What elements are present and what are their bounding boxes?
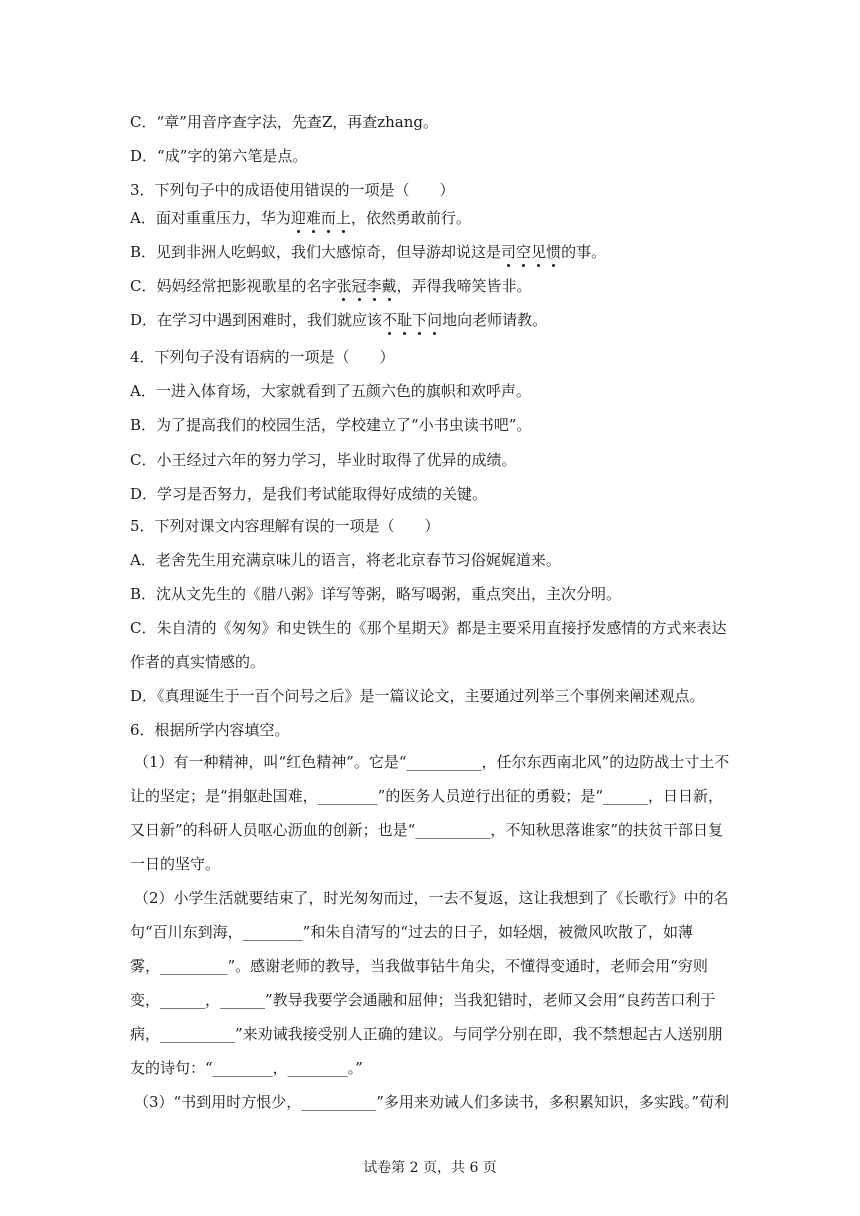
- option-line: C．小王经过六年的努力学习，毕业时取得了优异的成绩。: [130, 451, 517, 469]
- emphasis-dot-char: 李: [367, 276, 382, 296]
- fill-blank-line: （1）有一种精神，叫“红色精神”。它是“__________，任尔东西南北风”的边防战士寸土不: [134, 753, 730, 771]
- emphasis-dot: [312, 230, 315, 233]
- emphasis-dot: [297, 230, 300, 233]
- emphasis-dot-char: 戴: [382, 276, 397, 296]
- emphasis-dot-char: 惯: [546, 242, 561, 262]
- emphasis-dot-char: 耻: [397, 310, 412, 330]
- option-line: D．学习是否努力，是我们考试能取得好成绩的关键。: [130, 485, 488, 503]
- emphasis-dot-char: 上: [336, 208, 351, 228]
- question-4-title: 4．下列句子没有语病的一项是（ ）: [130, 348, 395, 366]
- emphasis-dot-char: 不: [382, 310, 397, 330]
- option-line: B．为了提高我们的校园生活，学校建立了“小书虫读书吧”。: [130, 416, 532, 434]
- question-6-title: 6．根据所学内容填空。: [130, 721, 290, 739]
- emphasis-dot-char: 而: [321, 208, 336, 228]
- fill-blank-line: （2）小学生活就要结束了，时光匆匆而过，一去不复返，这让我想到了《长歌行》中的名: [134, 889, 729, 907]
- emphasis-dot: [403, 332, 406, 335]
- emphasis-dot: [433, 332, 436, 335]
- text-line: C．“章”用音序查字法，先查Z，再查zhang。: [130, 113, 439, 131]
- question-5-title: 5．下列对课文内容理解有误的一项是（ ）: [130, 517, 440, 535]
- question-3-title: 3．下列句子中的成语使用错误的一项是（ ）: [130, 181, 455, 199]
- emphasis-dot: [522, 264, 525, 267]
- fill-blank-line: 又日新”的科研人员呕心沥血的创新；也是“__________，不知秋思落谁家”的扶贫干部日复: [130, 821, 724, 839]
- fill-blank-line: 变，______，______”教导我要学会通融和屈伸；当我犯错时，老师又会用“良药苦口利于: [130, 991, 716, 1009]
- fill-blank-line: 友的诗句：“________，________。”: [130, 1059, 363, 1077]
- option-line: A．一进入体育场，大家就看到了五颜六色的旗帜和欢呼声。: [130, 382, 531, 400]
- emphasis-dot-char: 空: [516, 242, 531, 262]
- option-line: D．在学习中遇到困难时，我们就应该不 耻 下 问 地向老师请教。: [130, 310, 730, 330]
- emphasis-dot-char: 下: [412, 310, 427, 330]
- emphasis-dot: [418, 332, 421, 335]
- emphasis-dot-char: 迎: [291, 208, 306, 228]
- option-line: C．朱自清的《匆匆》和史铁生的《那个星期天》都是主要采用直接抒发感情的方式来表达: [130, 619, 727, 637]
- emphasis-dot: [358, 298, 361, 301]
- emphasis-dot-char: 问: [427, 310, 442, 330]
- emphasis-dot: [373, 298, 376, 301]
- page-footer: 试卷第 2 页，共 6 页: [363, 1160, 497, 1176]
- option-line: C．妈妈经常把影视歌星的名字张 冠 李 戴 ，弄得我啼笑皆非。: [130, 276, 730, 296]
- option-line: B．沈从文先生的《腊八粥》详写等粥，略写喝粥，重点突出，主次分明。: [130, 585, 622, 603]
- emphasis-dot: [507, 264, 510, 267]
- emphasis-dot-char: 难: [306, 208, 321, 228]
- emphasis-dot-char: 见: [531, 242, 546, 262]
- option-line: A．老舍先生用充满京味儿的语言，将老北京春节习俗娓娓道来。: [130, 551, 561, 569]
- emphasis-dot: [388, 298, 391, 301]
- fill-blank-line: （3）“书到用时方恨少，__________”多用来劝诫人们多读书，多积累知识，多实践。”荀利: [134, 1093, 730, 1111]
- fill-blank-line: 句“百川东到海，________”和朱自清写的“过去的日子，如轻烟，被微风吹散了，如薄: [130, 923, 694, 941]
- emphasis-dot-char: 张: [336, 276, 351, 296]
- text-line: D．“成”字的第六笔是点。: [130, 147, 308, 165]
- emphasis-dot-char: 司: [501, 242, 516, 262]
- emphasis-dot: [552, 264, 555, 267]
- emphasis-dot: [342, 230, 345, 233]
- emphasis-dot: [537, 264, 540, 267]
- option-line-continued: 作者的真实情感的。: [130, 653, 266, 671]
- emphasis-dot: [388, 332, 391, 335]
- emphasis-dot: [342, 298, 345, 301]
- fill-blank-line: 雾，_________”。感谢老师的教导，当我做事钻牛角尖，不懂得变通时，老师会用“穷则: [130, 957, 708, 975]
- emphasis-dot: [327, 230, 330, 233]
- fill-blank-line: 一日的坚守。: [130, 855, 221, 873]
- fill-blank-line: 病，__________”来劝诫我接受别人正确的建议。与同学分别在即，我不禁想起古人送别朋: [130, 1025, 723, 1043]
- option-line: D．《真理诞生于一百个问号之后》是一篇议论文，主要通过列举三个事例来阐述观点。: [130, 687, 705, 705]
- emphasis-dot-char: 冠: [352, 276, 367, 296]
- option-line: B．见到非洲人吃蚂蚁，我们大感惊奇，但导游却说这是司 空 见 惯 的事。: [130, 242, 730, 262]
- fill-blank-line: 让的坚定；是“捐躯赴国难，________”的医务人员逆行出征的勇毅；是“______，日日新，: [130, 787, 724, 805]
- option-line: A．面对重重压力，华为迎 难 而 上 ，依然勇敢前行。: [130, 208, 730, 228]
